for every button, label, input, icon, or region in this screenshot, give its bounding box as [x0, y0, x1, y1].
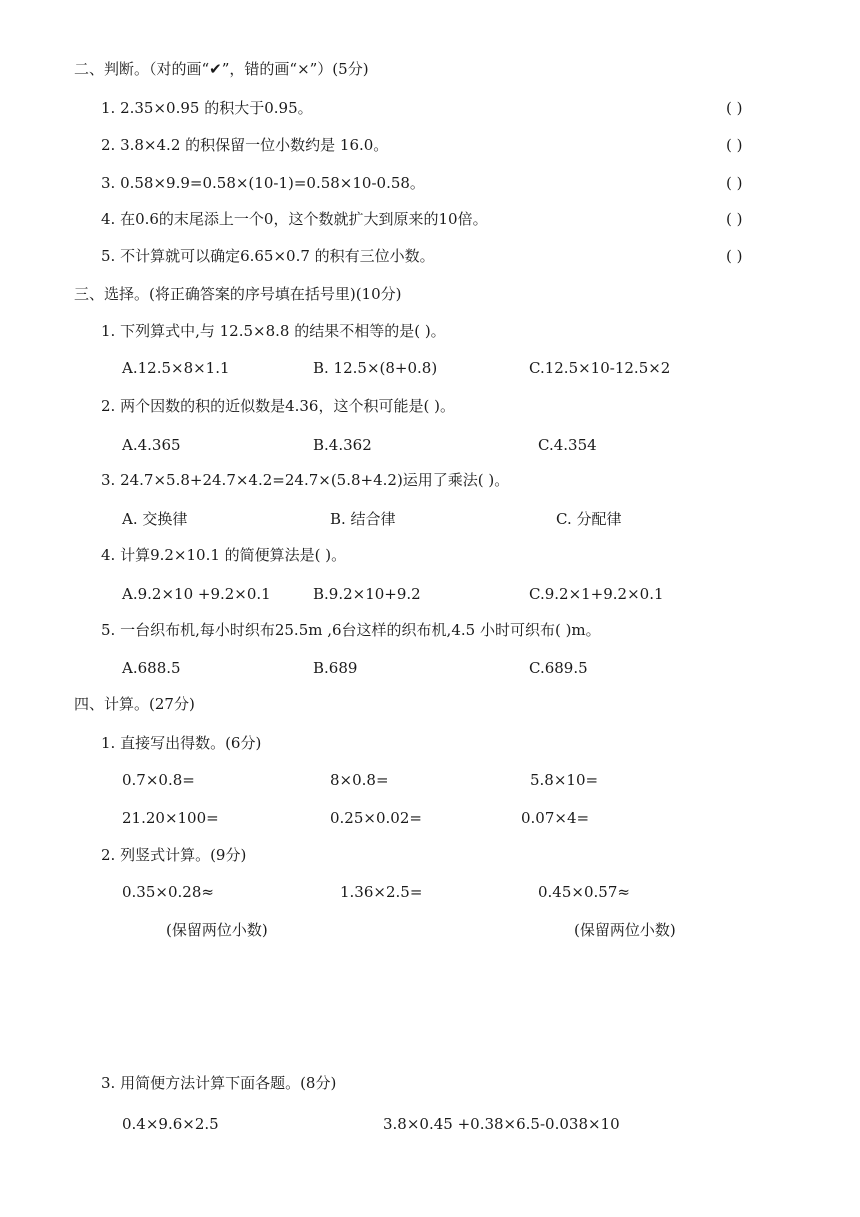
choice-option-1b: B. 12.5×(8+0.8)	[313, 359, 438, 377]
rounding-note-2: (保留两位小数)	[574, 921, 676, 939]
judge-item-1: 1. 2.35×0.95 的积大于0.95。	[101, 99, 313, 117]
direct-calc-6: 0.07×4=	[521, 809, 590, 827]
choice-option-4a: A.9.2×10 +9.2×0.1	[122, 585, 271, 603]
simplify-calc-2: 3.8×0.45 +0.38×6.5-0.038×10	[383, 1115, 620, 1133]
choice-option-3a: A. 交换律	[122, 510, 188, 528]
choice-option-1c: C.12.5×10-12.5×2	[529, 359, 671, 377]
choice-question-4: 4. 计算9.2×10.1 的简便算法是( )。	[101, 546, 347, 564]
choice-option-3c: C. 分配律	[556, 510, 622, 528]
answer-blank-4: ( )	[726, 210, 743, 228]
choice-option-2a: A.4.365	[122, 436, 181, 454]
vertical-calc-3: 0.45×0.57≈	[538, 883, 630, 901]
direct-calc-5: 0.25×0.02=	[330, 809, 422, 827]
part-3-title: 3. 用简便方法计算下面各题。(8分)	[101, 1074, 337, 1092]
section-4-title: 四、计算。(27分)	[74, 695, 195, 713]
choice-question-5: 5. 一台织布机,每小时织布25.5m ,6台这样的织布机,4.5 小时可织布( )m。	[101, 621, 601, 639]
answer-blank-5: ( )	[726, 247, 743, 265]
choice-option-4b: B.9.2×10+9.2	[313, 585, 421, 603]
part-2-title: 2. 列竖式计算。(9分)	[101, 846, 247, 864]
judge-item-3: 3. 0.58×9.9=0.58×(10-1)=0.58×10-0.58。	[101, 174, 425, 192]
choice-option-2b: B.4.362	[313, 436, 372, 454]
choice-option-5b: B.689	[313, 659, 358, 677]
part-1-title: 1. 直接写出得数。(6分)	[101, 734, 262, 752]
answer-blank-2: ( )	[726, 136, 743, 154]
direct-calc-2: 8×0.8=	[330, 771, 389, 789]
choice-option-1a: A.12.5×8×1.1	[122, 359, 230, 377]
rounding-note-1: (保留两位小数)	[166, 921, 268, 939]
choice-option-5c: C.689.5	[529, 659, 588, 677]
section-3-title: 三、选择。(将正确答案的序号填在括号里)(10分)	[74, 285, 402, 303]
simplify-calc-1: 0.4×9.6×2.5	[122, 1115, 219, 1133]
answer-blank-3: ( )	[726, 174, 743, 192]
choice-question-2: 2. 两个因数的积的近似数是4.36，这个积可能是( )。	[101, 397, 455, 415]
choice-option-4c: C.9.2×1+9.2×0.1	[529, 585, 664, 603]
direct-calc-1: 0.7×0.8=	[122, 771, 195, 789]
choice-option-3b: B. 结合律	[330, 510, 396, 528]
answer-blank-1: ( )	[726, 99, 743, 117]
choice-option-5a: A.688.5	[122, 659, 181, 677]
section-2-title: 二、判断。（对的画“✔”，错的画“×”）(5分)	[74, 60, 369, 78]
choice-question-3: 3. 24.7×5.8+24.7×4.2=24.7×(5.8+4.2)运用了乘法( )。	[101, 471, 510, 489]
choice-option-2c: C.4.354	[538, 436, 597, 454]
vertical-calc-1: 0.35×0.28≈	[122, 883, 214, 901]
judge-item-2: 2. 3.8×4.2 的积保留一位小数约是 16.0。	[101, 136, 389, 154]
direct-calc-3: 5.8×10=	[530, 771, 599, 789]
direct-calc-4: 21.20×100=	[122, 809, 219, 827]
judge-item-5: 5. 不计算就可以确定6.65×0.7 的积有三位小数。	[101, 247, 435, 265]
vertical-calc-2: 1.36×2.5=	[340, 883, 423, 901]
choice-question-1: 1. 下列算式中,与 12.5×8.8 的结果不相等的是( )。	[101, 322, 446, 340]
judge-item-4: 4. 在0.6的末尾添上一个0，这个数就扩大到原来的10倍。	[101, 210, 488, 228]
